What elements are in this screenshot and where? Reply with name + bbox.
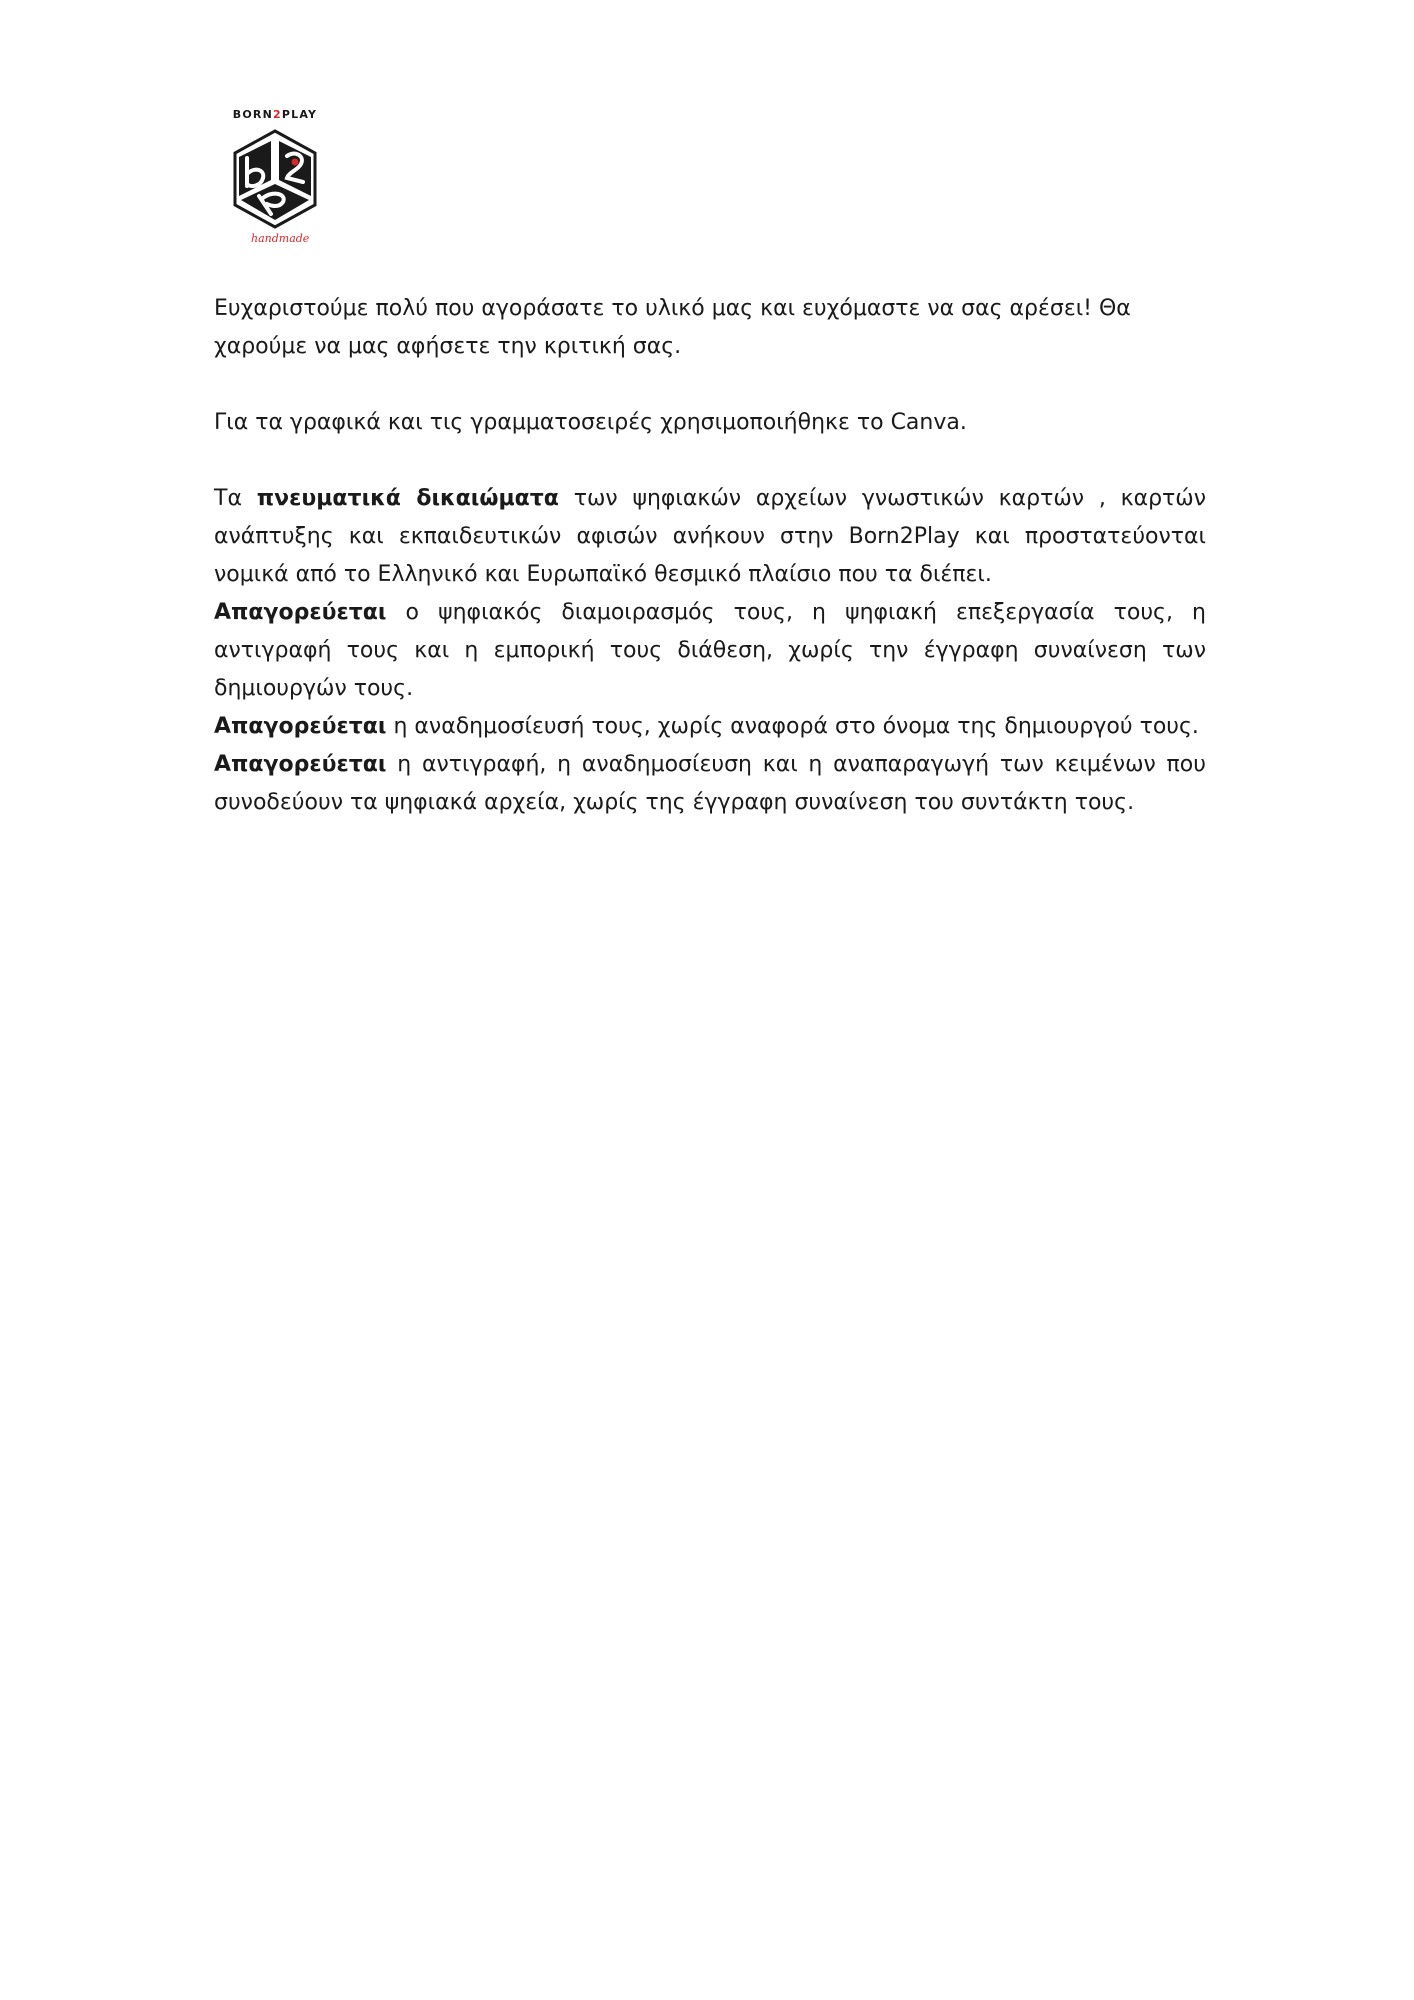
document-body xyxy=(214,290,1206,822)
logo-wordmark: BORN2PLAY xyxy=(232,108,318,121)
graphics-credit-paragraph: Για τα γραφικά και τις γραμματοσειρές χρησιμοποιήθηκε το Canva. xyxy=(214,410,967,435)
logo-tagline: handmade xyxy=(251,232,310,245)
born2play-logo xyxy=(225,104,345,254)
prohibition-distribution-paragraph: Απαγορεύεται ο ψηφιακός διαμοιρασμός τους, η ψηφιακή επεξεργασία τους, η αντιγραφή τους και η εμπορική τους διάθεση, χωρίς την έγγραφη συναίνεση των δημιουργών τους. xyxy=(214,600,1206,701)
copyright-paragraph: Τα πνευματικά δικαιώματα των ψηφιακών αρχείων γνωστικών καρτών , καρτών ανάπτυξης και εκπαιδευτικών αφισών ανήκουν στην Born2Play και προστατεύονται νομικά από το Ελληνικό και Ευρωπαϊκό θεσμικό πλαίσιο που τα διέπει. xyxy=(214,486,1207,587)
copyright-bold-label: πνευματικά δικαιώματα xyxy=(256,486,559,511)
prohibition-label: Απαγορεύεται xyxy=(214,752,387,777)
prohibition-label: Απαγορεύεται xyxy=(214,714,387,739)
prohibition-republish-paragraph: Απαγορεύεται η αναδημοσίευσή τους, χωρίς αναφορά στο όνομα της δημιουργού τους. xyxy=(214,714,1199,739)
prohibition-label: Απαγορεύεται xyxy=(214,600,387,625)
prohibition-texts-paragraph: Απαγορεύεται η αντιγραφή, η αναδημοσίευση και η αναπαραγωγή των κειμένων που συνοδεύουν τα ψηφιακά αρχεία, χωρίς της έγγραφη συναίνεση του συντάκτη τους. xyxy=(214,752,1206,815)
thanks-paragraph: Ευχαριστούμε πολύ που αγοράσατε το υλικό μας και ευχόμαστε να σας αρέσει! Θα χαρούμε να μας αφήσετε την κριτική σας. xyxy=(214,296,1131,359)
logo-cube-icon xyxy=(231,128,319,232)
